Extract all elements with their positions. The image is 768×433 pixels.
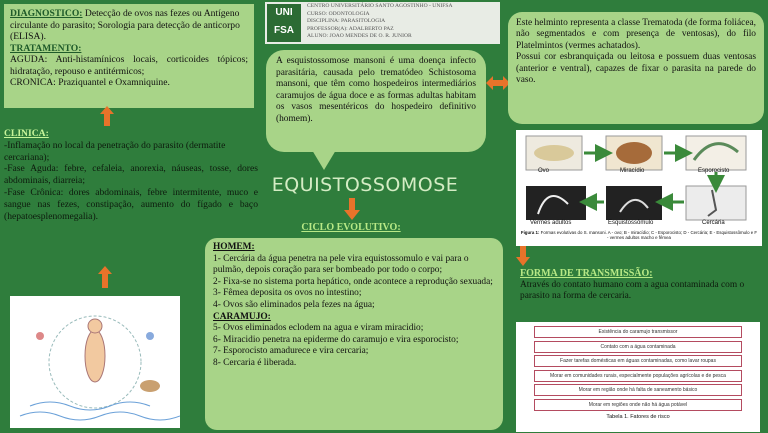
lifecycle-illustration [516,130,762,246]
header-line: PROFESSOR(A): ADALBERTO PAZ [307,25,394,32]
header-lines [307,3,453,41]
header-line: ALUNO: JOAO MENDES DE O. R. JUNIOR [307,33,412,40]
fatores-row: Contato com a água contaminada [534,341,742,353]
header-line: CENTRO UNIVERSITÁRIO SANTO AGOSTINHO - UNIFSA [307,3,453,9]
ciclo-step: 1- Cercária da água penetra na pele vira equistossomulo e vai para o pulmão, depois coração para ser bombeado por todo o corpo; [213,253,469,276]
ciclo-step: 2- Fixa-se no sistema porta hepático, onde acontece a reprodução sexuada; [213,276,493,287]
human-cycle-illustration [10,296,180,428]
logo-bottom-text: FSA [274,25,294,36]
fatores-row: Fazer tarefas domésticas em águas contaminadas, como lavar roupas [534,355,742,367]
arrow-down-icon [344,198,360,220]
fatores-caption: Tabela 1. Fatores de risco [606,413,670,420]
ciclo-step: 4- Ovos são eliminados pela fezes na água; [213,299,375,310]
diagnostico-text: Detecção de ovos nas fezes ou Antígeno circulante do parasito; Sorologia para detecção de anticorpo (ELISA). [10,8,240,42]
fatores-row: Existência do caramujo transmissor [534,326,742,338]
arrow-up-icon [98,266,112,288]
clinica-section [4,128,258,222]
transmissao-text: Através do contato humano com a agua contaminada com o parasito na forma de cercaria. [520,280,745,302]
lifecycle-caption-bold: Figura 1: [520,230,540,235]
diagnostico-heading: DIAGNOSTICO: [10,8,83,19]
lifecycle-label: Cercária [702,220,725,226]
logo-top-text: UNI [275,7,293,18]
helminto-p1: Este helminto representa a classe Trematoda (de forma foliácea, não segmentados e com presença de ventosas), do filo Platelmintos (vermes achatados). [516,18,756,51]
lifecycle-label: Esporocisto [698,168,730,174]
helminto-p2: Possui cor esbranquiçada ou leitosa e possuem duas ventosas (anterior e ventral), capazes de fixar o parasita na parede do vaso. [516,52,756,86]
tratamento-heading: TRATAMENTO: [10,42,82,54]
lifecycle-label: Ovo [538,168,550,174]
page-title: EQUISTOSSOMOSE [271,174,459,196]
ciclo-step: 7- Esporocisto amadurece e vira cercaria; [213,346,369,357]
institution-header [265,2,500,44]
homem-heading: HOMEM: [213,242,255,252]
clinica-item: -Fase Aguda: febre, cefaleia, anorexia, náuseas, tosse, dores abdominais, diarreia; [4,163,258,187]
helminto-box [508,12,764,124]
diagnostico-paragraph [10,8,248,43]
header-line: DISCIPLINA: PARASITOLOGIA [307,18,386,25]
clinica-item: -Fase Crônica: dores abdominais, febre intermitente, muco e sangue nas fezes, constipação, aumento do fígado e baço (hepatoesplenomegalia). [4,186,258,222]
ciclo-step: 8- Cercaria é liberada. [213,357,297,368]
double-arrow-icon [486,76,510,90]
clinica-item: -Inflamação no local da penetração do parasito (dermatite cercariana); [4,139,226,163]
arrow-up-icon [100,106,114,126]
arrow-down-icon [516,246,530,266]
fatores-row: Morar em região onde há falta de saneamento básico [534,384,742,396]
description-text: A esquistossomose mansoni é uma doença infecto parasitária, causada pelo trematódeo Schistosoma mansoni, que têm como hospedeiros intermediários caramujos de água doce e as formas adultas habitam os vasos mesentéricos do hospedeiro definitivo (homem). [276,56,476,124]
description-bubble [266,50,486,152]
transmissao-heading: FORMA DE TRANSMISSÃO: [520,268,653,279]
lifecycle-caption-text: Formas evolutivas do S. mansoni. A - ovo; B - miracídio; C - Esporocisto; D - Cercária; E - Esquistossômulo e F - vermes adultos macho e fêmea [539,230,758,241]
unifsa-logo [267,4,301,42]
tratamento-aguda: AGUDA: Anti-histamínicos locais, corticoides tópicos; hidratação, repouso e antitérmicos; [10,54,248,77]
ciclo-step: 3- Fêmea deposita os ovos no intestino; [213,288,362,299]
lifecycle-caption [520,230,758,241]
ciclo-step: 5- Ovos eliminados eclodem na agua e viram miracidio; [213,323,424,334]
lifecycle-label: Esquistossômulo [608,220,654,226]
diagnostico-box [4,4,254,108]
fatores-table [516,322,760,432]
bubble-tail [312,150,336,170]
lifecycle-label: Miracídio [620,168,645,174]
human-cycle-diagram [10,296,180,428]
ciclo-step: 6- Miracidio penetra na epiderme do caramujo e vira esporocisto; [213,334,459,345]
fatores-row: Morar em regiões onde não há água potável [534,399,742,411]
ciclo-box [205,238,503,430]
tratamento-cronica: CRONICA: Praziquantel e Oxamniquine. [10,77,170,88]
lifecycle-label: Vermes adultos [530,220,572,226]
ciclo-heading: CICLO EVOLUTIVO: [301,222,401,233]
lifecycle-figure [516,130,762,246]
header-line: CURSO: ODONTOLOGIA [307,10,370,17]
clinica-heading: CLINICA: [4,128,49,139]
caramujo-heading: CARAMUJO: [213,311,271,322]
fatores-row: Morar em comunidades rurais, especialmente populações agrícolas e de pesca [534,370,742,382]
